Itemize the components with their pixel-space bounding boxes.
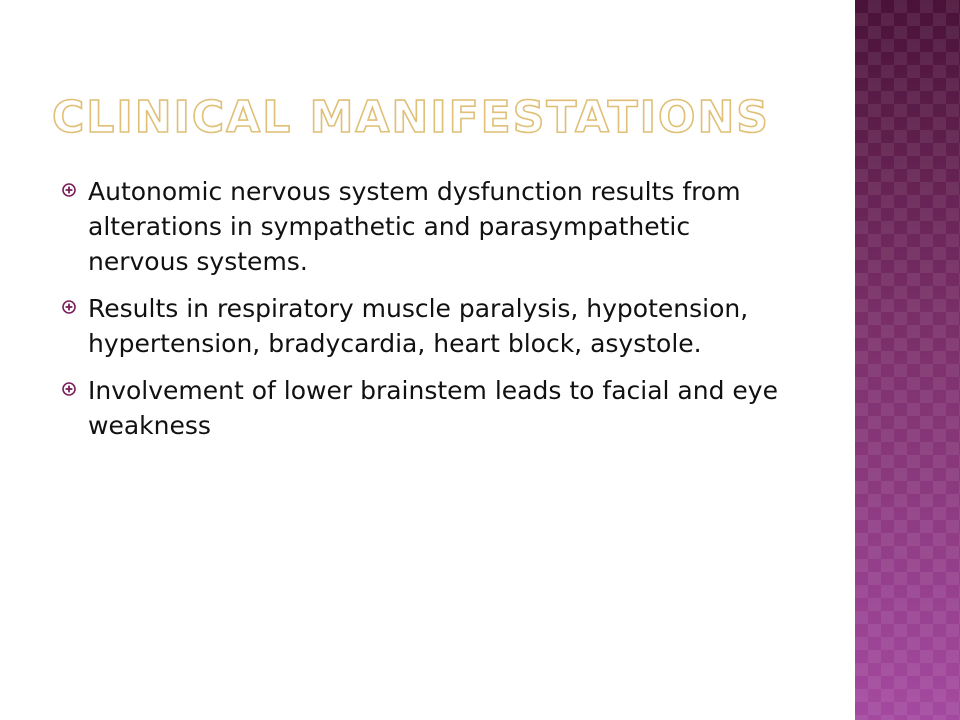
bullet-text: Autonomic nervous system dysfunction results from alterations in sympathetic and parasympathetic nervous systems. [88,177,741,276]
bullet-item [62,291,782,361]
bullet-list [62,174,782,455]
decorative-sidebar [855,0,960,720]
slide-title: CLINICAL MANIFESTATIONS [52,92,770,143]
circled-plus-icon [62,174,88,197]
bullet-text: Involvement of lower brainstem leads to facial and eye weakness [88,376,778,440]
bullet-text: Results in respiratory muscle paralysis, hypotension, hypertension, bradycardia, heart block, asystole. [88,294,749,358]
circled-plus-icon [62,291,88,314]
circled-plus-icon [62,373,88,396]
bullet-item [62,174,782,279]
bullet-item [62,373,782,443]
